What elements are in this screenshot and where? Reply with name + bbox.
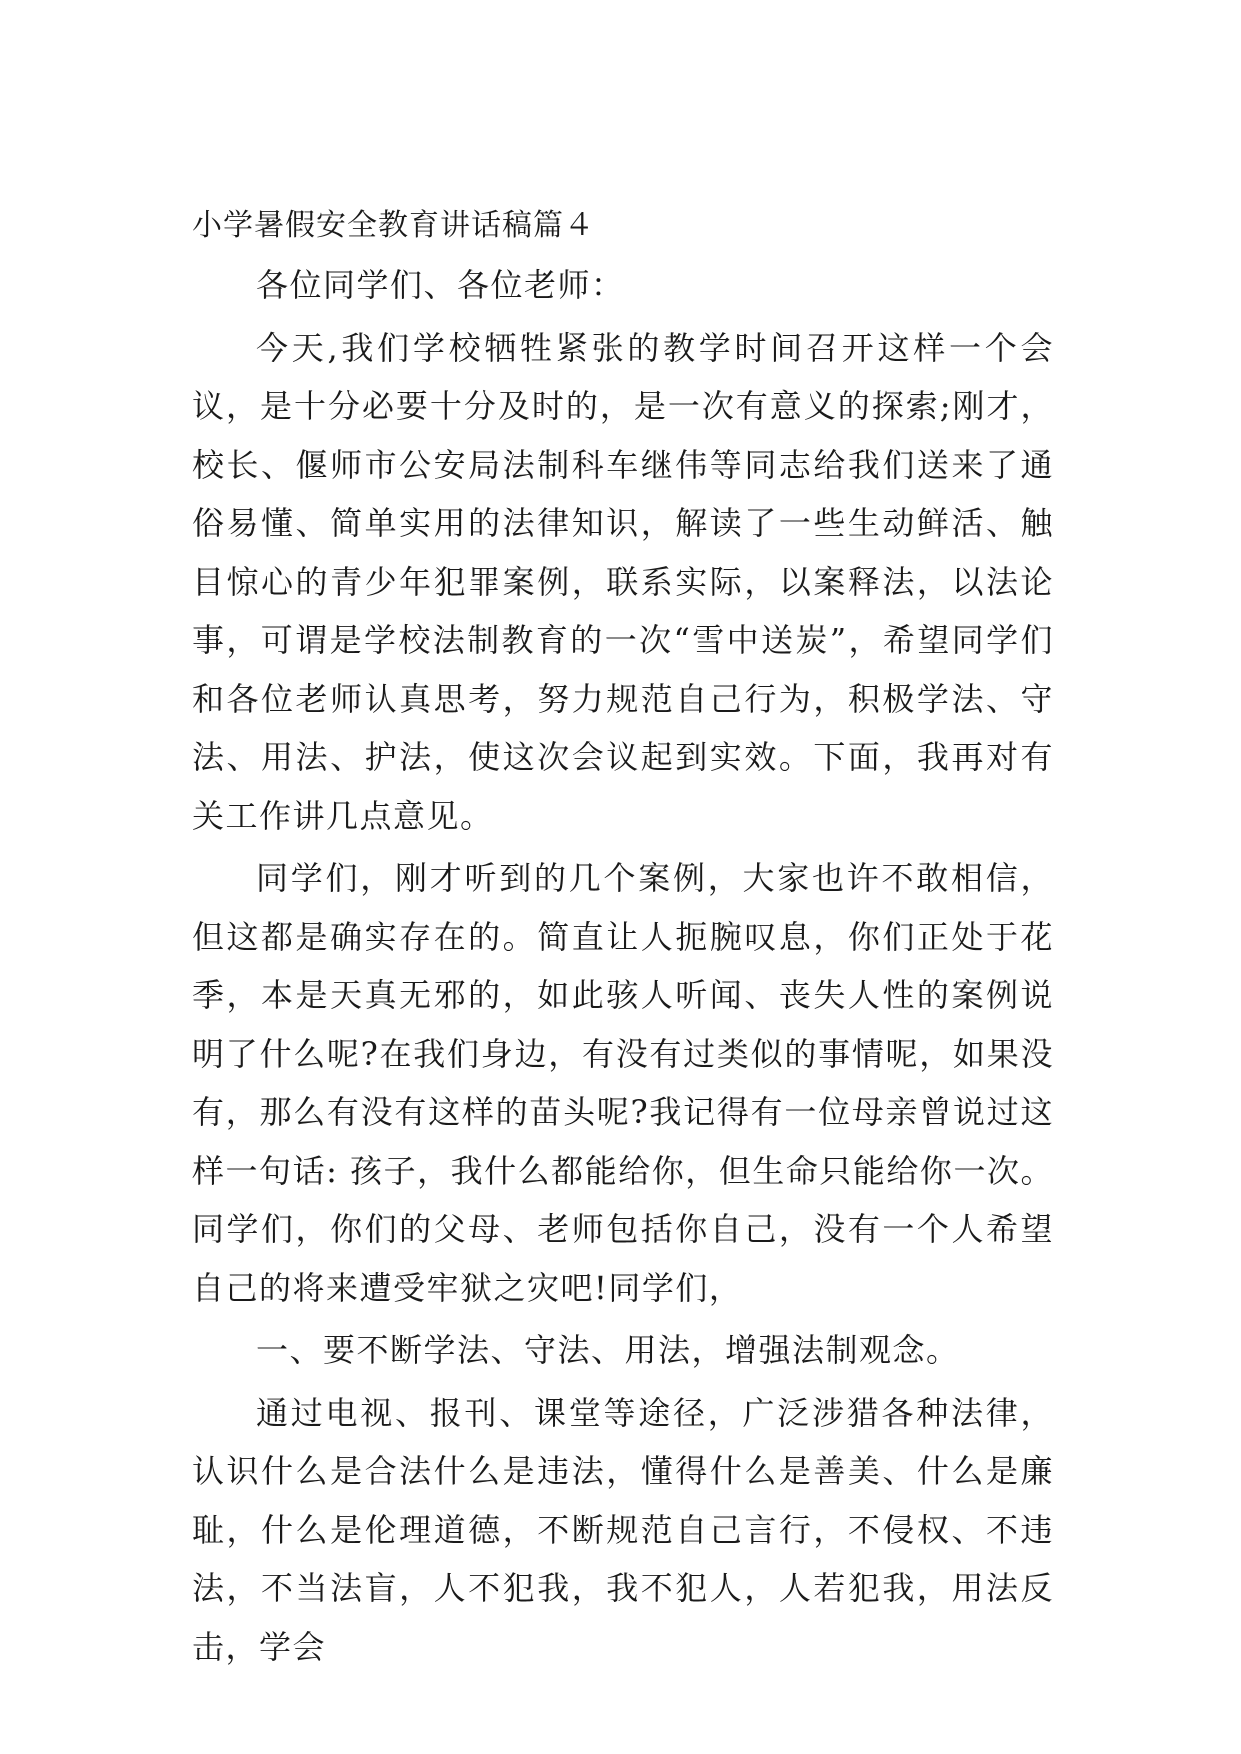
section-paragraph: 通过电视、报刊、课堂等途径，广泛涉猎各种法律，认识什么是合法什么是违法，懂得什么是善美、什么是廉耻，什么是伦理道德，不断规范自己言行，不侵权、不违法，不当法盲，人不犯我，我不犯人，人若犯我，用法反击，学会 [192, 1393, 1054, 1666]
paragraph-cases: 同学们，刚才听到的几个案例，大家也许不敢相信，但这都是确实存在的。简直让人扼腕叹息，你们正处于花季，本是天真无邪的，如此骇人听闻、丧失人性的案例说明了什么呢?在我们身边，有没有过类似的事情呢，如果没有，那么有没有这样的苗头呢?我记得有一位母亲曾说过这样一句话: 孩子，我什么都能给你，但生命只能给你一次。同学们，你们的父母、老师包括你自己，没有一个人希望自己的将来遭受牢狱之灾吧!同学们， [192, 859, 1054, 1307]
document-body [192, 196, 1054, 1680]
section-heading: 一、要不断学法、守法、用法，增强法制观念。 [256, 1331, 960, 1369]
document-title: 小学暑假安全教育讲话稿篇４ [192, 208, 595, 243]
paragraph-intro: 今天,我们学校牺牲紧张的教学时间召开这样一个会议，是十分必要十分及时的，是一次有意义的探索;刚才，校长、偃师市公安局法制科车继伟等同志给我们送来了通俗易懂、简单实用的法律知识，解读了一些生动鲜活、触目惊心的青少年犯罪案例，联系实际，以案释法，以法论事，可谓是学校法制教育的一次“雪中送炭”，希望同学们和各位老师认真思考，努力规范自己行为，积极学法、守法、用法、护法，使这次会议起到实效。下面，我再对有关工作讲几点意见。 [192, 328, 1054, 835]
salutation: 各位同学们、各位老师： [256, 266, 625, 304]
